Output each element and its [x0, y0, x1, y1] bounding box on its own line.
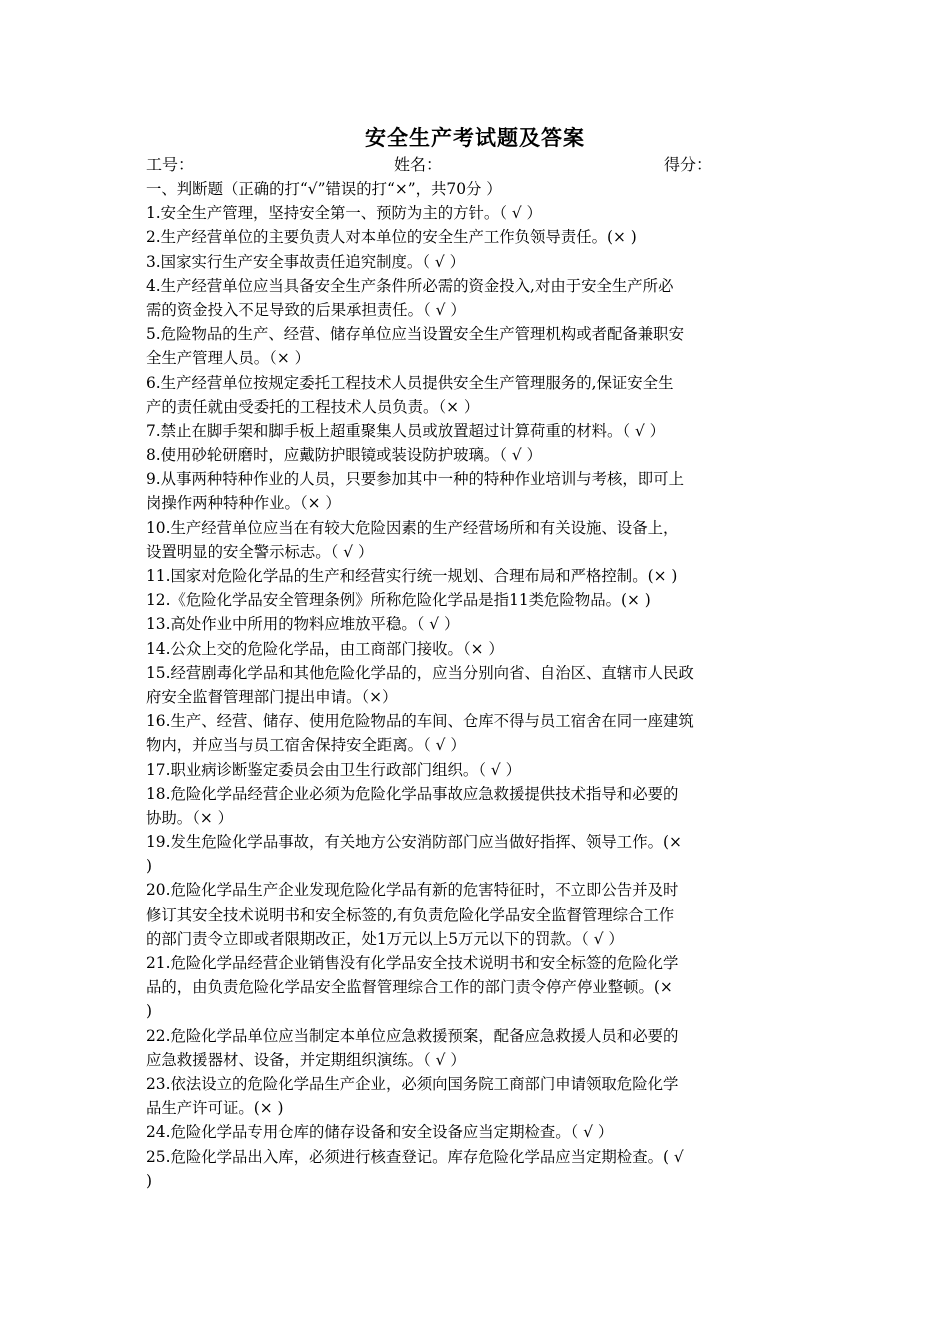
question-line: 18.危险化学品经营企业必须为危险化学品事故应急救援提供技术指导和必要的 [146, 784, 679, 803]
question-line: 20.危险化学品生产企业发现危险化学品有新的危害特征时，不立即公告并及时 [146, 881, 679, 900]
exam-info-row [146, 153, 806, 177]
question-line: 22.危险化学品单位应当制定本单位应急救援预案，配备应急救援人员和必要的 [146, 1026, 679, 1045]
question-list [146, 177, 808, 1193]
question-line: ) [146, 1171, 153, 1190]
section-heading: 一、判断题（正确的打“√”错误的打“×”，共70分 ） [146, 180, 502, 198]
question-line: 25.危险化学品出入库，必须进行核查登记。库存危险化学品应当定期检查。( √ [146, 1147, 684, 1166]
question-line: 2.生产经营单位的主要负责人对本单位的安全生产工作负领导责任。(× ) [146, 228, 637, 247]
name-label: 姓名： [394, 155, 443, 174]
question-line: 4.生产经营单位应当具备安全生产条件所必需的资金投入,对由于安全生产所必 [146, 276, 674, 295]
score-label: 得分： [664, 155, 713, 174]
question-line: 12.《危险化学品安全管理条例》所称危险化学品是指11类危险物品。(× ) [146, 591, 651, 610]
question-line: 14.公众上交的危险化学品，由工商部门接收。（× ） [146, 639, 504, 658]
question-line: 全生产管理人员。（× ） [146, 349, 310, 368]
question-line: ) [146, 1002, 153, 1021]
question-line: 23.依法设立的危险化学品生产企业，必须向国务院工商部门申请领取危险化学 [146, 1074, 679, 1093]
question-line: 24.危险化学品专用仓库的储存设备和安全设备应当定期检查。（ √ ） [146, 1123, 614, 1142]
question-line: 6.生产经营单位按规定委托工程技术人员提供安全生产管理服务的,保证安全生 [146, 373, 674, 392]
question-line: 5.危险物品的生产、经营、储存单位应当设置安全生产管理机构或者配备兼职安 [146, 325, 684, 344]
question-line: 8.使用砂轮研磨时，应戴防护眼镜或装设防护玻璃。（ √ ） [146, 446, 542, 465]
question-line: 协助。（× ） [146, 808, 234, 827]
question-line: 需的资金投入不足导致的后果承担责任。（ √ ） [146, 300, 466, 319]
question-line: 设置明显的安全警示标志。（ √ ） [146, 542, 374, 561]
question-line: 13.高处作业中所用的物料应堆放平稳。（ √ ） [146, 615, 460, 634]
question-line: 7.禁止在脚手架和脚手板上超重聚集人员或放置超过计算荷重的材料。（ √ ） [146, 421, 666, 440]
question-line: 16.生产、经营、储存、使用危险物品的车间、仓库不得与员工宿舍在同一座建筑 [146, 712, 694, 731]
question-line: 的部门责令立即或者限期改正，处1万元以上5万元以下的罚款。（ √ ） [146, 929, 624, 948]
question-line: 3.国家实行生产安全事故责任追究制度。（ √ ） [146, 252, 465, 271]
question-line: 17.职业病诊断鉴定委员会由卫生行政部门组织。（ √ ） [146, 760, 521, 779]
question-line: 10.生产经营单位应当在有较大危险因素的生产经营场所和有关设施、设备上， [146, 518, 679, 537]
question-line: 物内，并应当与员工宿舍保持安全距离。（ √ ） [146, 736, 466, 755]
page-title: 安全生产考试题及答案 [365, 125, 585, 150]
question-line: 岗操作两种特种作业。（× ） [146, 494, 341, 513]
question-line: 品生产许可证。(× ) [146, 1099, 284, 1118]
question-line: 9.从事两种特种作业的人员，只要参加其中一种的特种作业培训与考核，即可上 [146, 470, 684, 489]
question-line: 产的责任就由受委托的工程技术人员负责。（× ） [146, 397, 480, 416]
employee-id-label: 工号： [146, 155, 195, 174]
question-line: 15.经营剧毒化学品和其他危险化学品的，应当分别向省、自治区、直辖市人民政 [146, 663, 694, 682]
question-line: 应急救援器材、设备，并定期组织演练。（ √ ） [146, 1050, 466, 1069]
question-line: 21.危险化学品经营企业销售没有化学品安全技术说明书和安全标签的危险化学 [146, 954, 679, 972]
question-line: 19.发生危险化学品事故，有关地方公安消防部门应当做好指挥、领导工作。(× [146, 833, 682, 852]
question-line: 1.安全生产管理，坚持安全第一、预防为主的方针。（ √ ） [146, 204, 542, 223]
question-line: 府安全监督管理部门提出申请。（×） [146, 687, 398, 706]
question-line: 品的，由负责危险化学品安全监督管理综合工作的部门责令停产停业整顿。(× [146, 978, 673, 997]
question-line: 修订其安全技术说明书和安全标签的,有负责危险化学品安全监督管理综合工作 [146, 905, 675, 924]
question-line: 11.国家对危险化学品的生产和经营实行统一规划、合理布局和严格控制。(× ) [146, 567, 678, 585]
question-line: ) [146, 857, 153, 876]
